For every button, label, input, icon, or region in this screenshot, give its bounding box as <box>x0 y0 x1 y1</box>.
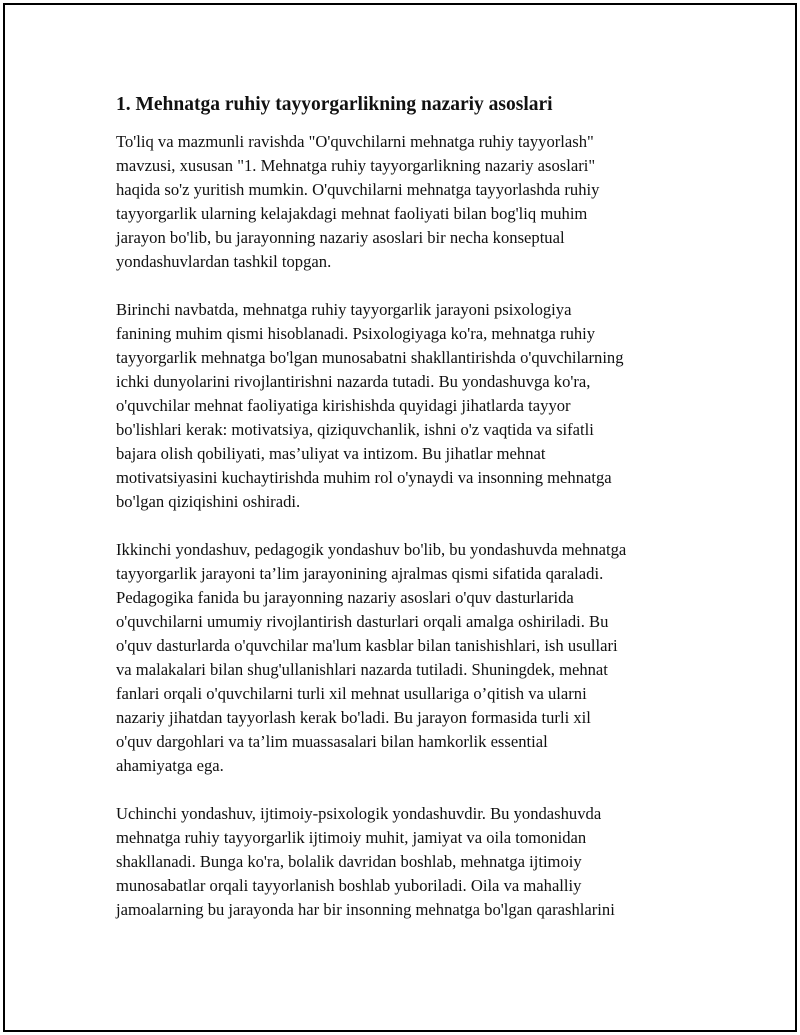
text-line: tayyorgarlik mehnatga bo'lgan munosabatni shakllantirishda o'quvchilarning <box>116 348 624 367</box>
text-line: Birinchi navbatda, mehnatga ruhiy tayyorgarlik jarayoni psixologiya <box>116 300 572 319</box>
text-line: ichki dunyolarini rivojlantirishni nazarda tutadi. Bu yondashuvga ko'ra, <box>116 372 591 391</box>
text-line: jamoalarning bu jarayonda har bir insonning mehnatga bo'lgan qarashlarini <box>116 900 615 919</box>
text-line: o'quvchilar mehnat faoliyatiga kirishishda quyidagi jihatlarda tayyor <box>116 396 571 415</box>
text-line: munosabatlar orqali tayyorlanish boshlab yuboriladi. Oila va mahalliy <box>116 876 582 895</box>
text-line: Pedagogika fanida bu jarayonning nazariy asoslari o'quv dasturlarida <box>116 588 574 607</box>
text-line: Uchinchi yondashuv, ijtimoiy-psixologik yondashuvdir. Bu yondashuvda <box>116 804 602 823</box>
text-line: bo'lishlari kerak: motivatsiya, qiziquvchanlik, ishni o'z vaqtida va sifatli <box>116 420 594 439</box>
text-line: o'quv dasturlarda o'quvchilar ma'lum kasblar bilan tanishishlari, ish usullari <box>116 636 618 655</box>
text-line: To'liq va mazmunli ravishda "O'quvchilarni mehnatga ruhiy tayyorlash" <box>116 132 594 151</box>
text-line: yondashuvlardan tashkil topgan. <box>116 252 332 271</box>
section-heading: 1. Mehnatga ruhiy tayyorgarlikning nazariy asoslari <box>116 94 553 115</box>
text-line: jarayon bo'lib, bu jarayonning nazariy asoslari bir necha konseptual <box>116 228 565 247</box>
paragraph-2 <box>116 298 696 514</box>
text-line: shakllanadi. Bunga ko'ra, bolalik davridan boshlab, mehnatga ijtimoiy <box>116 852 582 871</box>
paragraph-1 <box>116 130 696 274</box>
text-line: tayyorgarlik jarayoni ta’lim jarayonining ajralmas qismi sifatida qaraladi. <box>116 564 604 583</box>
text-line: bo'lgan qiziqishini oshiradi. <box>116 492 301 511</box>
paragraph-4 <box>116 802 696 922</box>
text-line: va malakalari bilan shug'ullanishlari nazarda tutiladi. Shuningdek, mehnat <box>116 660 608 679</box>
document-body <box>116 92 696 946</box>
text-line: haqida so'z yuritish mumkin. O'quvchilarni mehnatga tayyorlashda ruhiy <box>116 180 600 199</box>
text-line: o'quvchilarni umumiy rivojlantirish dasturlari orqali amalga oshiriladi. Bu <box>116 612 609 631</box>
text-line: Ikkinchi yondashuv, pedagogik yondashuv bo'lib, bu yondashuvda mehnatga <box>116 540 627 559</box>
text-line: mehnatga ruhiy tayyorgarlik ijtimoiy muhit, jamiyat va oila tomonidan <box>116 828 587 847</box>
text-line: o'quv dargohlari va ta’lim muassasalari bilan hamkorlik essential <box>116 732 548 751</box>
text-line: bajara olish qobiliyati, mas’uliyat va intizom. Bu jihatlar mehnat <box>116 444 546 463</box>
text-line: fanining muhim qismi hisoblanadi. Psixologiyaga ko'ra, mehnatga ruhiy <box>116 324 596 343</box>
text-line: ahamiyatga ega. <box>116 756 224 775</box>
text-line: mavzusi, xususan "1. Mehnatga ruhiy tayyorgarlikning nazariy asoslari" <box>116 156 596 175</box>
text-line: motivatsiyasini kuchaytirishda muhim rol o'ynaydi va insonning mehnatga <box>116 468 612 487</box>
paragraph-3 <box>116 538 696 778</box>
text-line: fanlari orqali o'quvchilarni turli xil mehnat usullariga o’qitish va ularni <box>116 684 587 703</box>
text-line: tayyorgarlik ularning kelajakdagi mehnat faoliyati bilan bog'liq muhim <box>116 204 588 223</box>
text-line: nazariy jihatdan tayyorlash kerak bo'ladi. Bu jarayon formasida turli xil <box>116 708 591 727</box>
